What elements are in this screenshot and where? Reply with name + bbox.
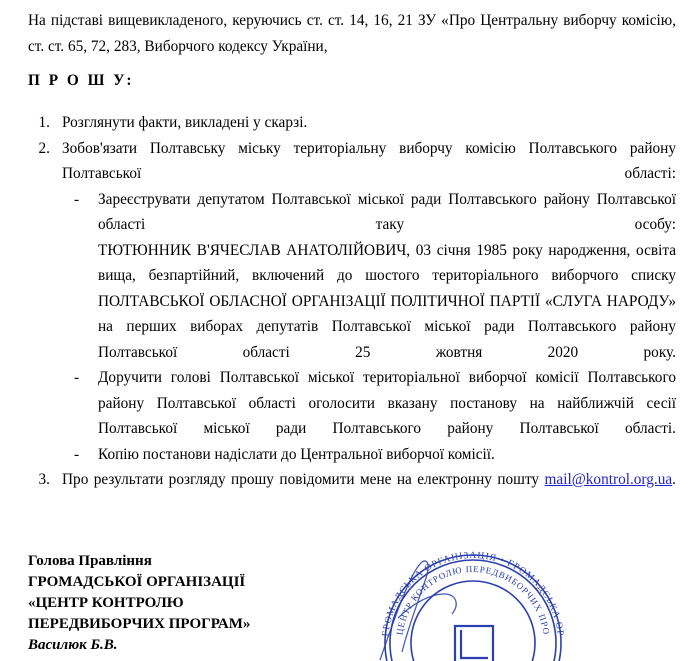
list-item-text — [62, 467, 676, 493]
signature-line-3: «ЦЕНТР КОНТРОЛЮ — [28, 595, 184, 611]
list-item-number: 1. — [38, 114, 50, 131]
list-item — [28, 136, 676, 187]
sub-list — [28, 187, 676, 468]
intro-paragraph: На підставі вищевикладеного, керуючись ст. ст. 14, 16, 21 ЗУ «Про Центральну виборчу комісію, ст. ст. 65, 72, 283, Виборчого кодексу України, — [28, 12, 676, 55]
stamp-signature-mark — [455, 626, 493, 661]
signature-line-2: ГРОМАДСЬКОЇ ОРГАНІЗАЦІЇ — [28, 574, 246, 590]
organization-stamp — [378, 548, 568, 661]
list-item — [28, 110, 676, 136]
sub-list-item — [74, 187, 676, 366]
candidate-details-paragraph: ТЮТЮННИК В'ЯЧЕСЛАВ АНАТОЛІЙОВИЧ, 03 січня 1985 року народження, освіта вища, безпартійний, включений до шостого територіального виборчого списку ПОЛТАВСЬКОЇ ОБЛАСНОЇ ОРГАНІЗАЦІЇ ПОЛІТИЧНОЇ ПАРТІЇ «СЛУГА НАРОДУ» на перших виборах депутатів Полтавської міської ради Полтавського району Полтавської області 25 жовтня 2020 року. — [98, 241, 676, 361]
sub-list-marker: - — [74, 190, 80, 208]
sub-list-text — [98, 187, 676, 366]
list-item-number: 2. — [38, 139, 50, 157]
list-item-text-after-link: . — [672, 471, 676, 488]
request-list — [28, 110, 676, 493]
sub-list-item — [74, 365, 676, 442]
handwritten-signature — [380, 561, 456, 660]
signature-block — [28, 551, 250, 656]
signatory-name: Василюк Б.В. — [28, 637, 118, 653]
list-item-text: Розглянути факти, викладені у скарзі. — [62, 114, 308, 131]
sub-list-marker: - — [74, 445, 80, 463]
sub-list-marker: - — [74, 369, 80, 386]
request-heading: П Р О Ш У: — [28, 72, 134, 89]
sub-list-text: Доручити голові Полтавської міської територіальної виборчої комісії Полтавського району Полтавської області оголосити вказану постанову на найближчій сесії Полтавської міської ради Полтавського району Полтавської області. — [98, 369, 676, 437]
stamp-inner-text: ЦЕНТР КОНТРОЛЮ ПЕРЕДВИБОРЧИХ ПРО — [394, 563, 552, 636]
sub-list-text: Копію постанови надіслати до Центральної виборчої комісії. — [98, 445, 495, 463]
list-item — [28, 467, 676, 493]
sub-list-paragraph: Зареєструвати депутатом Полтавської міської ради Полтавського району Полтавської області таку особу: — [98, 190, 676, 233]
email-link[interactable]: mail@kontrol.org.ua — [544, 471, 673, 488]
signature-line-1: Голова Правління — [28, 553, 152, 569]
list-item-text: Зобов'язати Полтавську міську територіальну виборчу комісію Полтавського району Полтавської області: — [62, 139, 676, 182]
sub-list-item — [74, 442, 676, 468]
list-item-number: 3. — [38, 471, 50, 488]
stamp-outer-text: ГРОМАДСЬКА ОРГАНІЗАЦІЯ • ГРОМАДСЬКА ОР — [381, 550, 565, 638]
signature-line-4: ПЕРЕДВИБОРЧИХ ПРОГРАМ» — [28, 616, 251, 632]
list-item-text-before-link: Про результати розгляду прошу повідомити мене на електронну пошту — [62, 471, 545, 488]
